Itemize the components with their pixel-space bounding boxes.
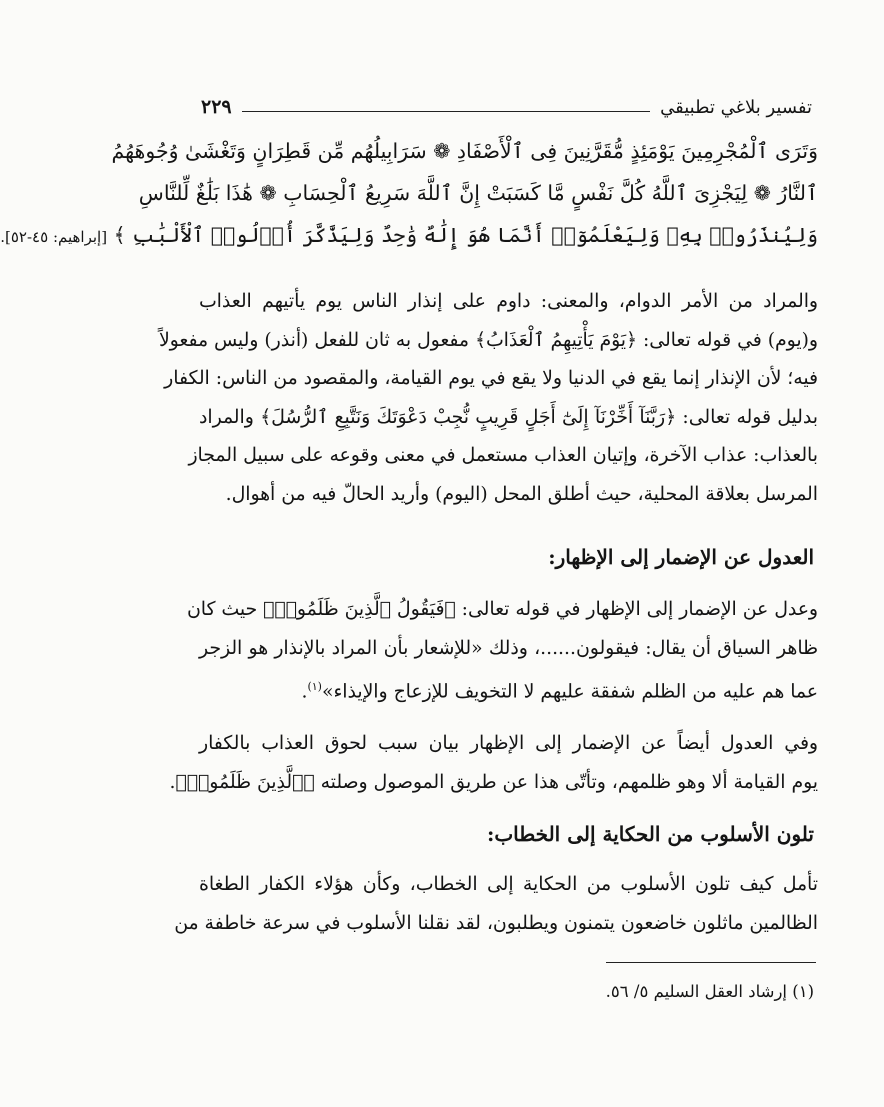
footnote-marker[interactable]: (١) <box>307 680 322 693</box>
footnote: (١) إرشاد العقل السليم ٥/ ٥٦. <box>605 982 814 1001</box>
quran-line: وَلِيُنذَرُوا۟ بِهِۦ وَلِيَعْلَمُوٓا۟ أَنَّمَا هُوَ إِلَٰهٌ وَٰحِدٌ وَلِيَذَّكَّرَ أُو۟لُوا۟ ٱلْأَلْبَٰبِ ﴾ <box>113 223 818 247</box>
text-line: وفي العدول أيضاً عن الإضمار إلى الإظهار بيان سبب لحوق العذاب بالكفار <box>199 733 818 754</box>
paragraph-3 <box>169 725 818 802</box>
text-line: تأمل كيف تلون الأسلوب من الحكاية إلى الخطاب، وكأن هؤلاء الكفار الطغاة <box>199 874 818 895</box>
quran-line-last <box>0 214 818 258</box>
quran-line: ٱلنَّارُ ❁ لِيَجْزِىَ ٱللَّهُ كُلَّ نَفْسٍ مَّا كَسَبَتْ إِنَّ ٱللَّهَ سَرِيعُ ٱلْحِسَابِ ❁ هَٰذَا بَلَٰغٌ لِّلنَّاسِ <box>138 181 818 205</box>
text-line: بالعذاب: عذاب الآخرة، وإتيان العذاب مستعمل في معنى وقوعه على سبيل المجاز <box>188 445 818 466</box>
text-line: والمراد من الأمر الدوام، والمعنى: داوم على إنذار الناس يوم يأتيهم العذاب <box>199 291 818 312</box>
paragraph-2 <box>186 591 818 712</box>
running-title: تفسير بلاغي تطبيقي <box>660 97 812 118</box>
text-line: عما هم عليه من الظلم شفقة عليهم لا التخويف للإزعاج والإيذاء» <box>321 681 818 703</box>
text-line-last <box>199 668 818 712</box>
text-line: يوم القيامة ألا وهو ظلمهم، وتأتّى هذا عن طريق الموصول وصلته ﴿ٱلَّذِينَ ظَلَمُوا۟﴾. <box>169 771 818 793</box>
text-line: وعدل عن الإضمار إلى الإظهار في قوله تعالى: ﴿فَيَقُولُ ٱلَّذِينَ ظَلَمُوا۟﴾ حيث كان <box>186 599 818 620</box>
section-heading-1: العدول عن الإضمار إلى الإظهار: <box>548 545 814 569</box>
running-header <box>201 90 812 118</box>
verse-reference: [إبراهيم: ٤٥-٥٢]. <box>0 228 108 246</box>
page-number: ٢٢٩ <box>201 96 232 118</box>
text-line: فيه؛ لأن الإنذار إنما يقع في الدنيا ولا يقع في يوم القيامة، والمقصود من الناس: الكفار <box>164 368 818 389</box>
text-line: الظالمين ماثلون خاضعون يتمنون ويطلبون، لقد نقلنا الأسلوب في سرعة خاطفة من <box>174 912 818 934</box>
header-rule <box>242 111 650 112</box>
sentence-end: . <box>301 681 308 703</box>
text-line: بدليل قوله تعالى: ﴿رَبَّنَآ أَخِّرْنَآ إِلَىٰٓ أَجَلٍ قَرِيبٍ نُّجِبْ دَعْوَتَكَ وَنَتَّبِعِ ٱلرُّسُلَ﴾ والمراد <box>199 406 818 428</box>
quran-verses <box>0 130 818 258</box>
footnote-rule <box>606 962 816 963</box>
quran-line: وَتَرَى ٱلْمُجْرِمِينَ يَوْمَئِذٍ مُّقَرَّنِينَ فِى ٱلْأَصْفَادِ ❁ سَرَابِيلُهُم مِّن قَطِرَانٍ وَتَغْشَىٰ وُجُوهَهُمُ <box>111 139 818 163</box>
paragraph-4 <box>174 866 818 943</box>
text-line: و(يوم) في قوله تعالى: ﴿يَوْمَ يَأْتِيهِمُ ٱلْعَذَابُ﴾ مفعول به ثان للفعل (أنذر) وليس مفعولاً <box>158 329 818 351</box>
section-heading-2: تلون الأسلوب من الحكاية إلى الخطاب: <box>486 822 814 846</box>
text-line: المرسل بعلاقة المحلية، حيث أطلق المحل (اليوم) وأريد الحالّ فيه من أهوال. <box>225 483 818 505</box>
paragraph-1 <box>158 283 818 514</box>
text-line: ظاهر السياق أن يقال: فيقولون......، وذلك «للإشعار بأن المراد بالإنذار هو الزجر <box>199 637 818 659</box>
